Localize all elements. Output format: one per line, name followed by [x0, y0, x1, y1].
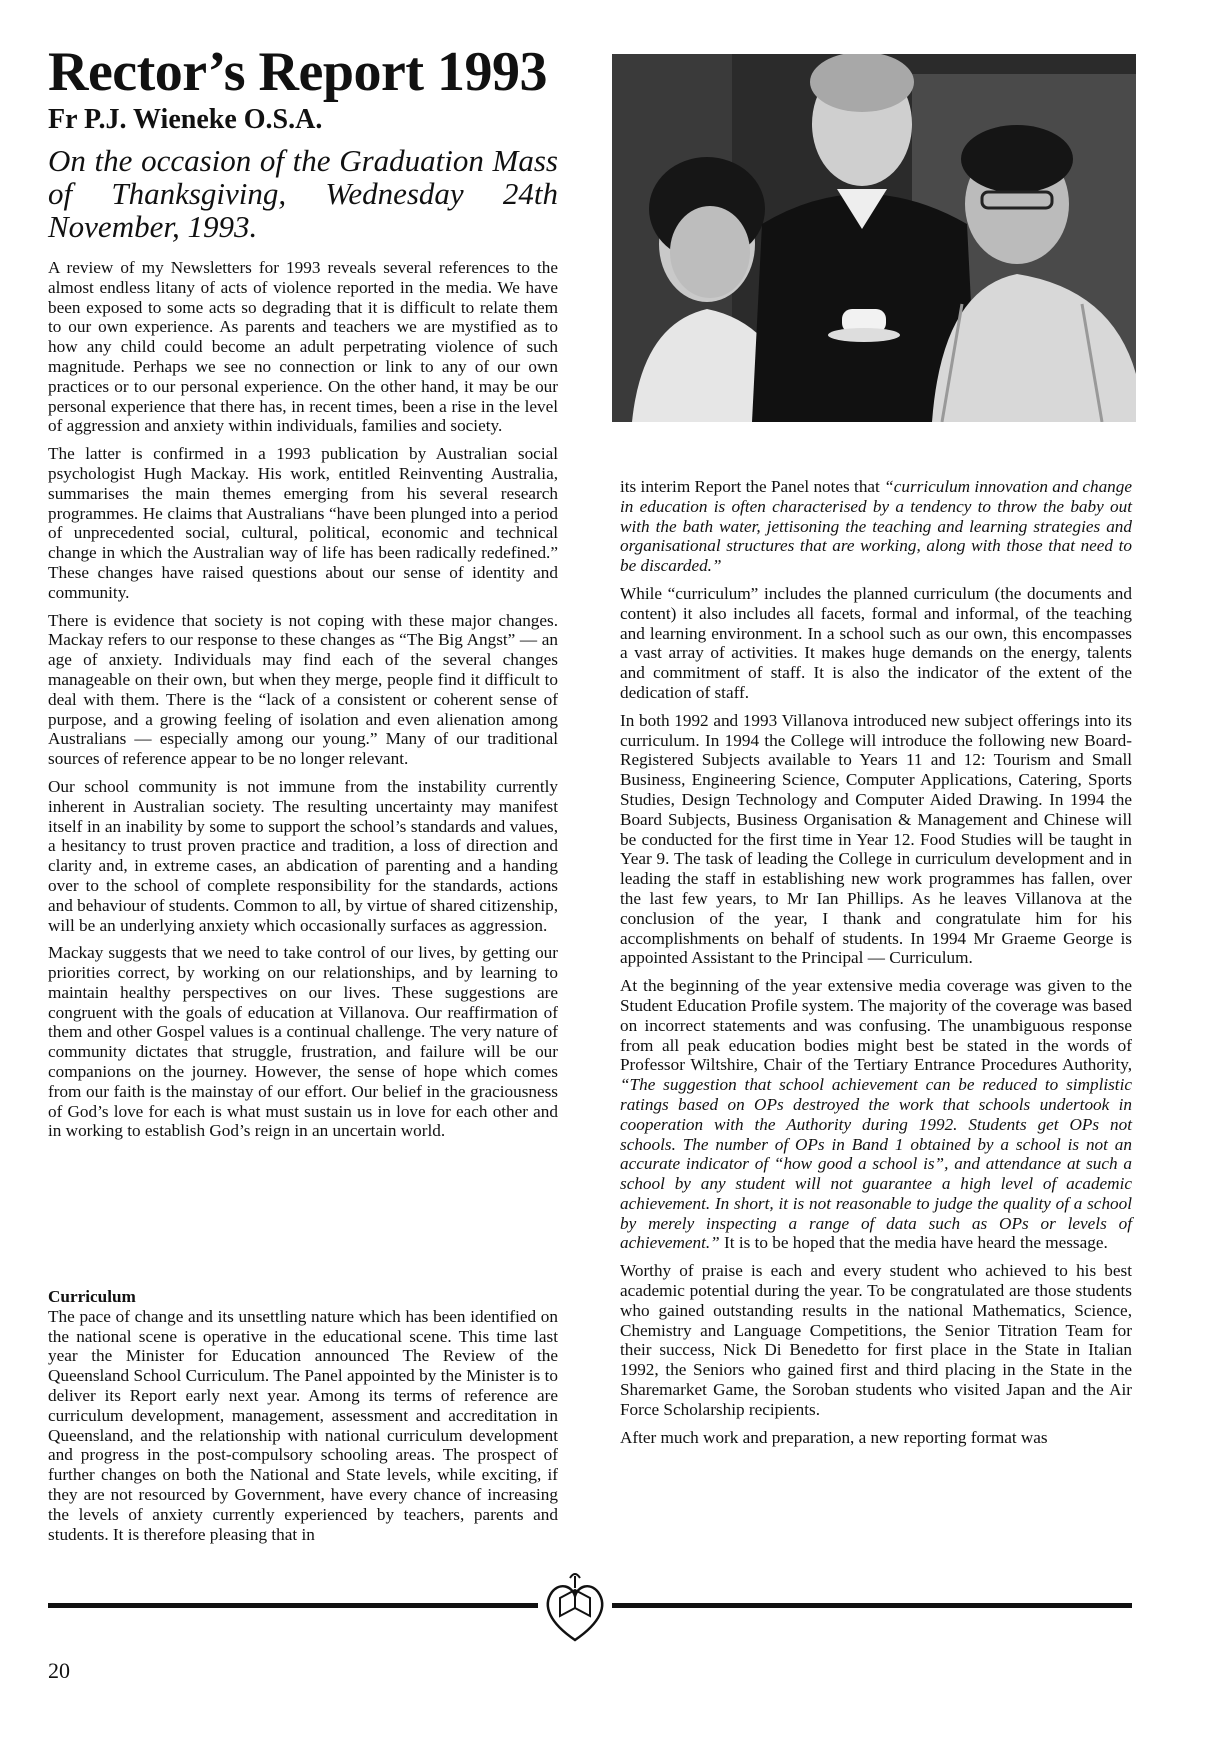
quote-text: “curriculum innovation and change in education is often characterised by a tendency to throw the baby out with the bath water, jettisoning the teaching and learning strategies and organisational structures that are working, along with those that need to be discarded.”	[620, 477, 1132, 576]
paragraph-text: It is to be hoped that the media have heard the message.	[719, 1233, 1108, 1253]
photo-illustration	[612, 54, 1136, 422]
section-heading: Curriculum	[48, 1287, 136, 1306]
paragraph: There is evidence that society is not coping with these major changes. Mackay refers to our response to these changes as “The Big Angst” — an age of anxiety. Individuals may find each of the several changes manageable on their own, but when they merge, people find it difficult to deal with them. There is the “lack of a consistent or coherent sense of purpose, and a growing feeling of isolation and even alienation among Australians — especially among our young.” Many of our traditional sources of reference appear to be no longer relevant.	[48, 610, 558, 769]
paragraph	[620, 976, 1132, 1253]
curriculum-section	[48, 1287, 558, 1552]
left-column	[48, 258, 558, 1149]
staff-photo	[612, 54, 1136, 422]
paragraph: The latter is confirmed in a 1993 publication by Australian social psychologist Hugh Mackay. His work, entitled Reinventing Australia, summarises the main themes emerging from his several research programmes. He claims that Australians “have been plunged into a period of unprecedented social, cultural, political, economic and technical change in which the Australian way of life has been radically redefined.” These changes have raised questions about our sense of identity and community.	[48, 444, 558, 602]
quote-text: “The suggestion that school achievement can be reduced to simplistic ratings based on OPs destroyed the work that schools undertook in cooperation with the Authority during 1992. Students get OPs not schools. The number of OPs in Band 1 obtained by a school is not an accurate indicator of “how good a school is”, and attendance at such a school by any student will not guarantee a high level of academic achievement. In short, it is not reasonable to judge the quality of a school by merely inspecting a range of data such as OPs or levels of achievement.”	[620, 1075, 1132, 1253]
paragraph	[620, 477, 1132, 576]
school-crest-icon	[530, 1568, 620, 1648]
footer-rule-right	[612, 1603, 1132, 1608]
author-byline: Fr P.J. Wieneke O.S.A.	[48, 104, 323, 135]
paragraph: Our school community is not immune from the instability currently inherent in Australian society. The resulting uncertainty may manifest itself in an inability by some to support the school’s standards and values, a hesitancy to trust proven practice and tradition, a loss of direction and clarity and, in extreme cases, an abdication of parenting and a handing over to the school of complete responsibility for the standards, actions and behaviour of students. Common to all, by virtue of shared citizenship, will be an underlying anxiety which occasionally surfaces as aggression.	[48, 776, 558, 935]
footer-rule-left	[48, 1603, 538, 1608]
paragraph-text: At the beginning of the year extensive media coverage was given to the Student Education Profile system. The majority of the coverage was based on incorrect statements and was confusing. The unambiguous response from all peak education bodies might best be stated in the words of Professor Wiltshire, Chair of the Tertiary Entrance Procedures Authority,	[620, 976, 1132, 1075]
right-column	[620, 477, 1132, 1455]
paragraph: After much work and preparation, a new reporting format was	[620, 1427, 1048, 1447]
paragraph: While “curriculum” includes the planned curriculum (the documents and content) it also includes all facets, formal and informal, of the teaching and learning environment. In a school such as our own, this encompasses a vast array of activities. It makes huge demands on the energy, talents and commitment of staff. It is also the indicator of the extent of the dedication of staff.	[620, 583, 1132, 702]
paragraph: A review of my Newsletters for 1993 reveals several references to the almost endless litany of acts of violence reported in the media. We have been exposed to some acts so degrading that it is difficult to relate them to our own experience. As parents and teachers we are mystified as to how any child could become an adult perpetrating violence of such magnitude. Perhaps we see no connection or link to any of our own practices or to our personal experience. On the other hand, it may be our personal experience that there has, in recent times, been a rise in the level of aggression and anxiety within individuals, families and society.	[48, 258, 558, 436]
paragraph: Mackay suggests that we need to take control of our lives, by getting our priorities correct, by working on our relationships, and by learning to maintain healthy perspectives on our lives. These suggestions are congruent with the goals of education at Villanova. Our reaffirmation of them and other Gospel values is a continual challenge. The very nature of community dictates that struggle, frustration, and failure will be our companions on the journey. However, the sense of hope which comes from our faith is the mainstay of our effort. Our belief in the graciousness of God’s love for each is what must sustain us in love for each other and in working to establish God’s reign in an uncertain world.	[48, 943, 558, 1141]
paragraph: In both 1992 and 1993 Villanova introduced new subject offerings into its curriculum. In 1994 the College will introduce the following new Board-Registered Subjects available to Years 11 and 12: Tourism and Small Business, Engineering Science, Computer Applications, Catering, Sports Studies, Design Technology and Computer Aided Drawing. In 1994 the Board Subjects, Business Organisation & Management and Chinese will be conducted for the first time in Year 12. Food Studies will be taught in Year 9. The task of leading the College in curriculum development and in leading the staff in establishing new work programmes has fallen, over the last few years, to Mr Ian Phillips. As he leaves Villanova at the conclusion of the year, I thank and congratulate him for his accomplishments on behalf of students. In 1994 Mr Graeme George is appointed Assistant to the Principal — Curriculum.	[620, 710, 1132, 968]
page-title: Rector’s Report 1993	[48, 41, 547, 103]
page-number: 20	[48, 1658, 70, 1683]
paragraph-text: its interim Report the Panel notes that	[620, 477, 885, 496]
paragraph: Worthy of praise is each and every student who achieved to his best academic potential during the year. To be congratulated are those students who gained outstanding results in the national Mathematics, Science, Chemistry and Language Competitions, the Senior Titration Team for their success, Nick Di Benedetto for first place in the State in Italian 1992, the Seniors who gained first and third placing in the State in the Sharemarket Game, the Soroban students who visited Japan and the Air Force Scholarship recipients.	[620, 1261, 1132, 1419]
occasion-subtitle: On the occasion of the Graduation Mass of Thanksgiving, Wednesday 24th November, 1993.	[48, 143, 558, 244]
paragraph: The pace of change and its unsettling nature which has been identified on the national scene is operative in the educational scene. This time last year the Minister for Education announced The Review of the Queensland School Curriculum. The Panel appointed by the Minister is to deliver its Report early next year. Among its terms of reference are curriculum development, management, assessment and accreditation in Queensland, and the relationship with national curriculum development and progress in the post-compulsory schooling areas. The prospect of further changes on both the National and State levels, while exciting, if they are not resourced by Government, have every chance of increasing the levels of anxiety currently experienced by teachers, parents and students. It is therefore pleasing that in	[48, 1306, 558, 1544]
